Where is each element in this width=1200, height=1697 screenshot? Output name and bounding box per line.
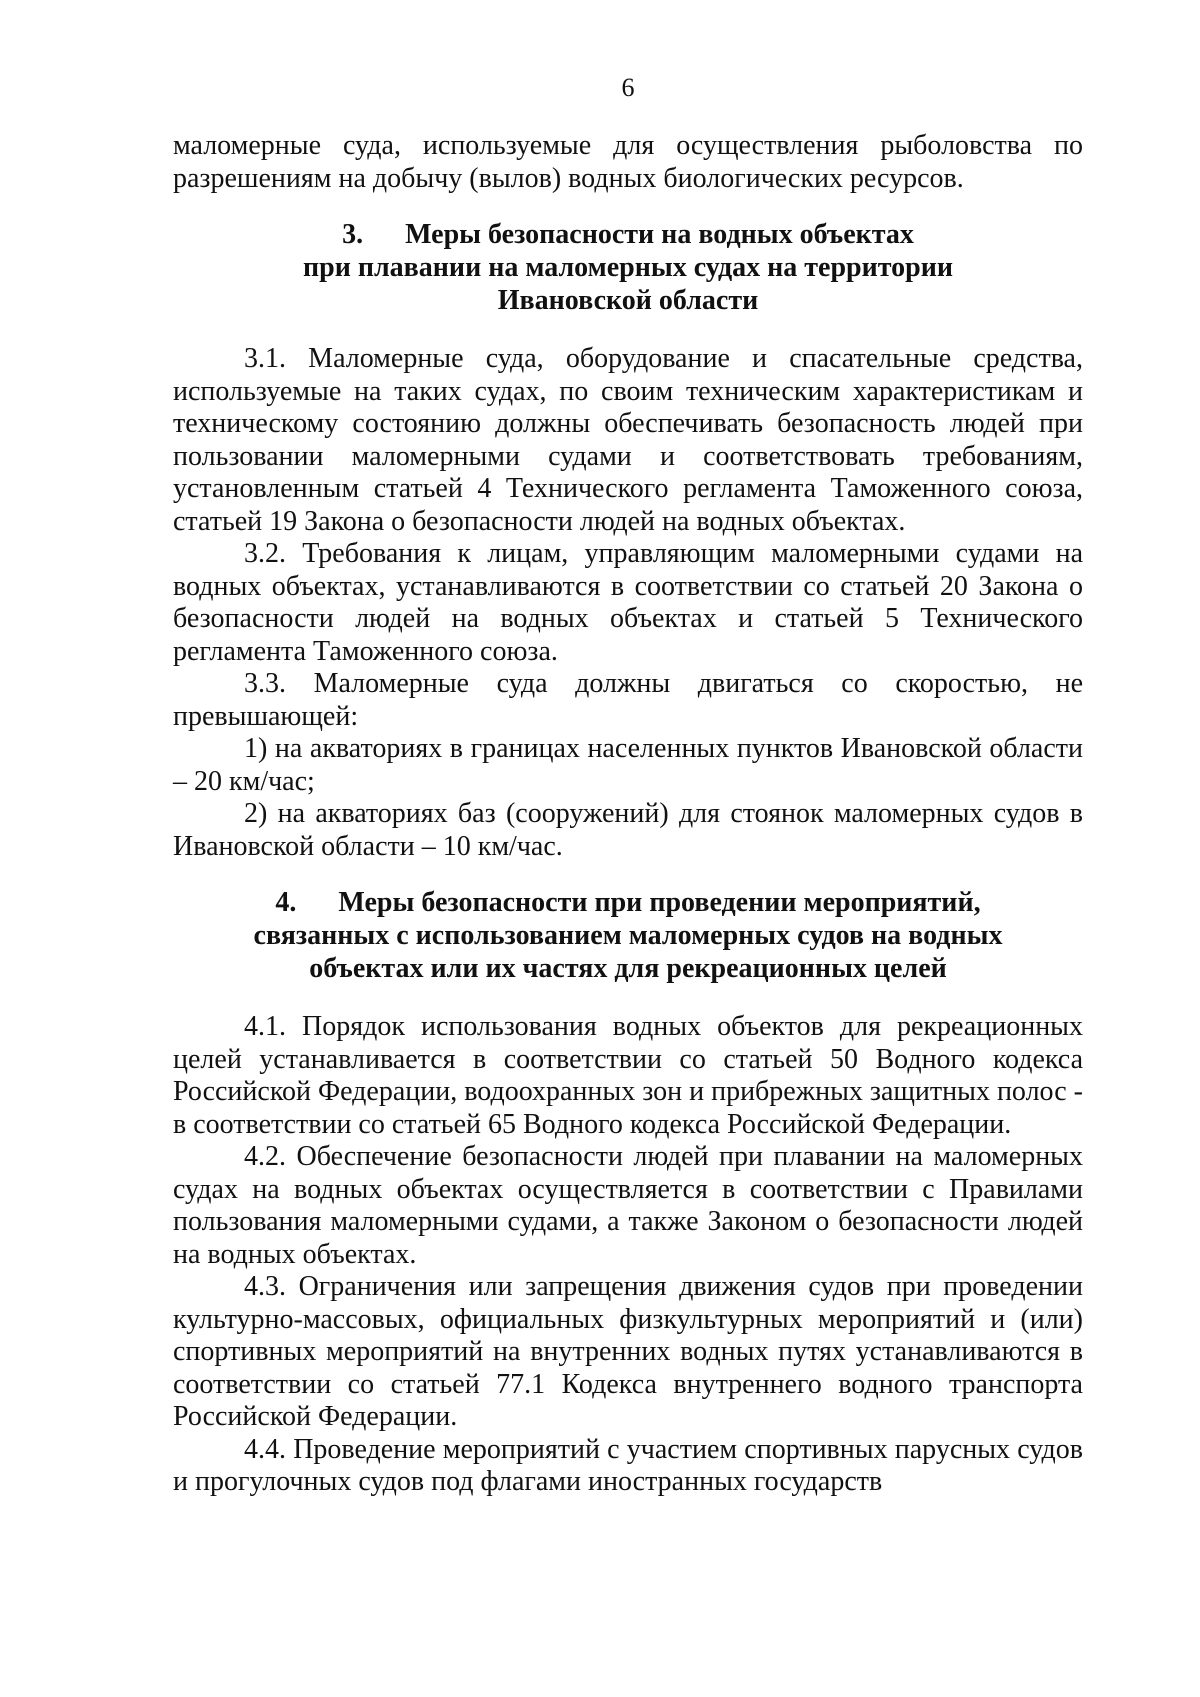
section-3-title-line-3: Ивановской области: [497, 285, 759, 316]
document-body: [173, 130, 1083, 1499]
section-4-title-line-1: Меры безопасности при проведении мероприятий,: [338, 887, 981, 918]
section-3-heading: [173, 218, 1083, 317]
intro-paragraph: маломерные суда, используемые для осуществления рыболовства по разрешениям на добычу (вылов) водных биологических ресурсов.: [173, 130, 1083, 194]
section-3-title-line-1: Меры безопасности на водных объектах: [405, 219, 914, 250]
section-3-title-line-2: при плавании на маломерных судах на территории: [303, 252, 953, 283]
spacer: [173, 195, 1083, 218]
section-4-heading: [173, 886, 1083, 985]
spacer: [173, 863, 1083, 886]
spacer: [173, 317, 1083, 343]
section-4-title-line-3: объектах или их частях для рекреационных целей: [309, 953, 947, 984]
page-number: 6: [621, 73, 635, 102]
paragraph-3-3: 3.3. Маломерные суда должны двигаться со скоростью, не превышающей:: [173, 668, 1083, 732]
paragraph-4-1: 4.1. Порядок использования водных объектов для рекреационных целей устанавливается в соответствии со статьей 50 Водного кодекса Российской Федерации, водоохранных зон и прибрежных защитных полос - в соответствии со статьей 65 Водного кодекса Российской Федерации.: [173, 1011, 1083, 1140]
section-4-heading-line-1: [173, 886, 1083, 919]
section-3-number: 3.: [342, 219, 364, 250]
paragraph-3-2: 3.2. Требования к лицам, управляющим маломерными судами на водных объектах, устанавливаются в соответствии со статьей 20 Закона о безопасности людей на водных объектах и статьей 5 Технического регламента Таможенного союза.: [173, 538, 1083, 667]
spacer: [173, 985, 1083, 1011]
section-4-title-line-2: связанных с использованием маломерных судов на водных: [253, 920, 1003, 951]
paragraph-3-1: 3.1. Маломерные суда, оборудование и спасательные средства, используемые на таких судах, по своим техническим характеристикам и техническому состоянию должны обеспечивать безопасность людей при пользовании маломерными судами и соответствовать требованиям, установленным статьей 4 Технического регламента Таможенного союза, статьей 19 Закона о безопасности людей на водных объектах.: [173, 343, 1083, 537]
paragraph-4-3: 4.3. Ограничения или запрещения движения судов при проведении культурно-массовых, официальных физкультурных мероприятий и (или) спортивных мероприятий на внутренних водных путях устанавливаются в соответствии со статьей 77.1 Кодекса внутреннего водного транспорта Российской Федерации.: [173, 1271, 1083, 1432]
section-3-heading-line-1: [173, 218, 1083, 251]
section-4-number: 4.: [275, 887, 297, 918]
paragraph-4-4: 4.4. Проведение мероприятий с участием спортивных парусных судов и прогулочных судов под флагами иностранных государств: [173, 1433, 1083, 1497]
list-item-2: 2) на акваториях баз (сооружений) для стоянок маломерных судов в Ивановской области – 10 км/час.: [173, 798, 1083, 862]
list-item-1: 1) на акваториях в границах населенных пунктов Ивановской области – 20 км/час;: [173, 733, 1083, 797]
paragraph-4-2: 4.2. Обеспечение безопасности людей при плавании на маломерных судах на водных объектах осуществляется в соответствии с Правилами пользования маломерными судами, а также Законом о безопасности людей на водных объектах.: [173, 1141, 1083, 1270]
